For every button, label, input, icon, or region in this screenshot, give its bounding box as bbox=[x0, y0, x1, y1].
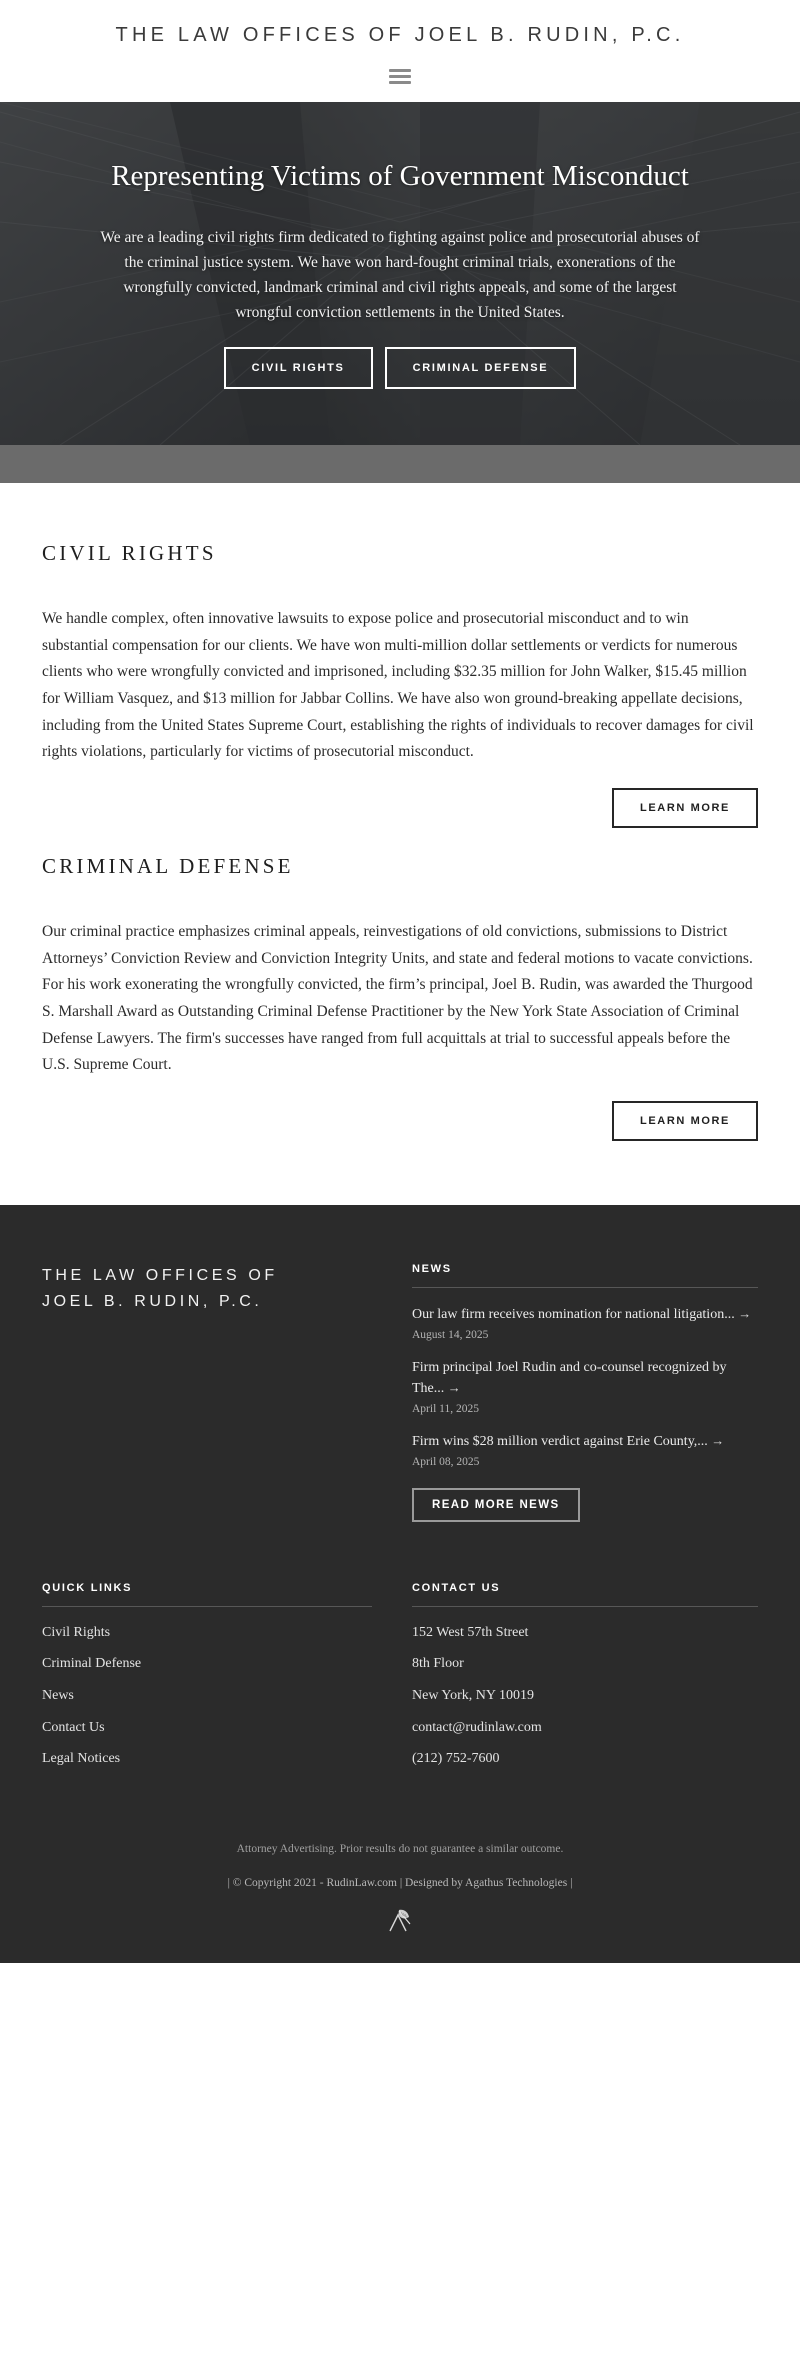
hamburger-bar bbox=[389, 81, 411, 84]
footer-middle-row bbox=[42, 1548, 758, 1821]
civil-rights-body: We handle complex, often innovative lawsuits to expose police and prosecutorial misconduct and to win substantial compensation for our clients. We have won multi-million dollar settlements or verdicts for numerous clients who were wrongfully convicted and imprisoned, including $32.35 million for John Walker, $15.45 million for William Vasquez, and $13 million for Jabbar Collins. We have also won ground-breaking appellate decisions, including from the United States Supreme Court, establishing the rights of individuals to recover damages for civil rights violations, particularly for victims of prosecutorial misconduct. bbox=[42, 610, 754, 761]
quick-link-civil-rights[interactable]: Civil Rights bbox=[42, 1624, 111, 1640]
news-headline[interactable] bbox=[412, 1304, 758, 1325]
news-headline-text: Our law firm receives nomination for national litigation... bbox=[412, 1306, 735, 1322]
copyright-text: | © Copyright 2021 - RudinLaw.com | Designed by Agathus Technologies | bbox=[227, 1876, 573, 1889]
hero-title: Representing Victims of Government Misconduct bbox=[111, 159, 689, 192]
hamburger-icon[interactable] bbox=[389, 69, 411, 84]
quick-link-contact-us[interactable]: Contact Us bbox=[42, 1719, 105, 1735]
contact-floor: 8th Floor bbox=[412, 1656, 464, 1672]
hero-section bbox=[0, 102, 800, 445]
criminal-defense-section bbox=[42, 854, 758, 1141]
hero-paragraph: We are a leading civil rights firm dedicated to fighting against police and prosecutorial abuses of the criminal justice system. We have won hard-fought criminal trials, exonerations of the wrongfully convicted, landmark criminal and civil rights appeals, and some of the largest wrongful conviction settlements in the United States. bbox=[100, 228, 700, 322]
news-item[interactable] bbox=[412, 1431, 758, 1468]
hamburger-bar bbox=[389, 75, 411, 78]
quick-links-divider bbox=[42, 1606, 372, 1607]
footer-brand-block bbox=[42, 1263, 372, 1522]
news-divider bbox=[412, 1287, 758, 1288]
site-header bbox=[0, 0, 800, 102]
civil-rights-heading: CIVIL RIGHTS bbox=[42, 541, 217, 565]
civil-rights-section bbox=[42, 541, 758, 828]
criminal-defense-cta-row bbox=[42, 1101, 758, 1141]
quick-link-criminal-defense[interactable]: Criminal Defense bbox=[42, 1656, 142, 1672]
news-date: April 11, 2025 bbox=[412, 1402, 479, 1415]
civil-rights-learn-more-button[interactable]: LEARN MORE bbox=[612, 788, 758, 828]
quill-feather-logo-icon[interactable] bbox=[388, 1907, 412, 1933]
criminal-defense-learn-more-button[interactable]: LEARN MORE bbox=[612, 1101, 758, 1141]
news-item[interactable] bbox=[412, 1304, 758, 1341]
criminal-defense-heading: CRIMINAL DEFENSE bbox=[42, 853, 294, 878]
footer-news-block bbox=[412, 1263, 758, 1522]
contact-title: CONTACT US bbox=[412, 1581, 501, 1594]
news-headline-text: Firm wins $28 million verdict against Erie County,... bbox=[412, 1433, 708, 1449]
quick-link-news[interactable]: News bbox=[42, 1688, 74, 1704]
news-headline[interactable] bbox=[412, 1357, 758, 1399]
civil-rights-button[interactable]: CIVIL RIGHTS bbox=[224, 347, 373, 389]
contact-email[interactable]: contact@rudinlaw.com bbox=[412, 1719, 542, 1735]
news-item[interactable] bbox=[412, 1357, 758, 1415]
hero-button-group bbox=[80, 347, 720, 389]
civil-rights-cta-row bbox=[42, 788, 758, 828]
arrow-right-icon: → bbox=[738, 1305, 752, 1321]
section-spacer bbox=[42, 828, 758, 854]
news-headline[interactable] bbox=[412, 1431, 758, 1452]
menu-toggle-wrap bbox=[0, 69, 800, 84]
section-divider-band bbox=[0, 445, 800, 483]
quick-links-list bbox=[42, 1623, 372, 1769]
hero-content bbox=[80, 158, 720, 390]
site-footer bbox=[0, 1205, 800, 1963]
hamburger-bar bbox=[389, 69, 411, 72]
news-column-title: NEWS bbox=[412, 1262, 452, 1275]
read-more-news-button[interactable]: READ MORE NEWS bbox=[412, 1488, 580, 1522]
agency-logo-wrap bbox=[42, 1907, 758, 1955]
site-brand[interactable]: THE LAW OFFICES OF JOEL B. RUDIN, P.C. bbox=[115, 24, 685, 46]
criminal-defense-button[interactable]: CRIMINAL DEFENSE bbox=[385, 347, 577, 389]
main-content bbox=[0, 483, 800, 1205]
contact-phone[interactable]: (212) 752-7600 bbox=[412, 1751, 500, 1767]
contact-block bbox=[412, 1582, 758, 1781]
footer-top-row bbox=[42, 1263, 758, 1548]
criminal-defense-body: Our criminal practice emphasizes criminal appeals, reinvestigations of old convictions, submissions to District Attorneys’ Conviction Review and Conviction Integrity Units, and state and federal motions to vacate convictions. For his work exonerating the wrongfully convicted, the firm’s principal, Joel B. Rudin, was awarded the Thurgood S. Marshall Award as Outstanding Criminal Defense Practitioner by the New York State Association of Criminal Defense Lawyers. The firm's successes have ranged from full acquittals at trial to successful appeals before the U.S. Supreme Court. bbox=[42, 922, 753, 1074]
contact-street: 152 West 57th Street bbox=[412, 1624, 529, 1640]
news-headline-text: Firm principal Joel Rudin and co-counsel recognized by The... bbox=[412, 1359, 727, 1396]
footer-brand-line-2: JOEL B. RUDIN, P.C. bbox=[42, 1293, 263, 1311]
attorney-advertising-disclaimer: Attorney Advertising. Prior results do not guarantee a similar outcome. bbox=[236, 1842, 564, 1855]
quick-links-block bbox=[42, 1582, 372, 1781]
read-more-news-row bbox=[412, 1488, 758, 1522]
contact-city-state-zip: New York, NY 10019 bbox=[412, 1688, 534, 1704]
news-date: August 14, 2025 bbox=[412, 1328, 489, 1341]
quick-links-title: QUICK LINKS bbox=[42, 1581, 133, 1594]
contact-divider bbox=[412, 1606, 758, 1607]
arrow-right-icon: → bbox=[711, 1432, 725, 1448]
arrow-right-icon: → bbox=[447, 1379, 461, 1395]
footer-brand-line-1: THE LAW OFFICES OF bbox=[42, 1266, 278, 1284]
news-date: April 08, 2025 bbox=[412, 1455, 480, 1468]
footer-bottom-bar bbox=[42, 1821, 758, 1963]
quick-link-legal-notices[interactable]: Legal Notices bbox=[42, 1751, 121, 1767]
